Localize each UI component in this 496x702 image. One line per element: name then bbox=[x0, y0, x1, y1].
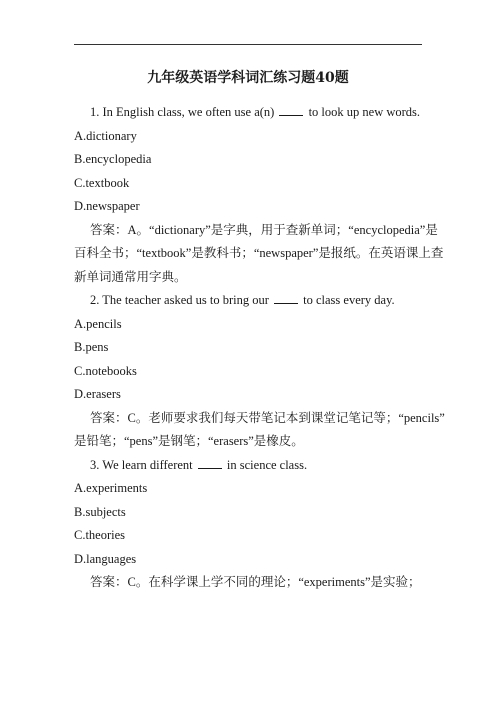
question-text-after: to class every day. bbox=[303, 293, 395, 307]
option-c: C.notebooks bbox=[74, 363, 137, 378]
option-c: C.textbook bbox=[74, 175, 130, 190]
answer-explanation: 答案：A。“dictionary”是字典，用于查新单词；“encyclopedia”是 bbox=[90, 222, 438, 237]
answer-explanation: 是铅笔；“pens”是钢笔；“erasers”是橡皮。 bbox=[74, 434, 304, 448]
answer-blank bbox=[198, 458, 222, 469]
option-b: B.encyclopedia bbox=[74, 152, 152, 166]
option-a: A.experiments bbox=[74, 481, 148, 495]
answer-blank bbox=[279, 105, 303, 116]
answer-explanation: 百科全书；“textbook”是教科书；“newspaper”是报纸。在英语课上查 bbox=[74, 246, 444, 260]
document-title: 九年级英语学科词汇练习题40题 bbox=[147, 70, 349, 86]
answer-explanation: 答案：C。老师要求我们每天带笔记本到课堂记笔记等；“pencils” bbox=[90, 410, 445, 425]
question-stem bbox=[74, 101, 422, 125]
option-d: D.erasers bbox=[74, 387, 121, 401]
document-body bbox=[74, 101, 445, 595]
option-a: A.pencils bbox=[74, 316, 122, 331]
question-text-after: to look up new words. bbox=[308, 105, 421, 119]
option-b: B.subjects bbox=[74, 504, 126, 519]
option-d: D.newspaper bbox=[74, 199, 140, 213]
answer-explanation: 答案：C。在科学课上学不同的理论；“experiments”是实验； bbox=[90, 575, 421, 589]
header-rule bbox=[74, 44, 422, 45]
answer-blank bbox=[274, 293, 298, 304]
question-text-before: 1. In English class, we often use a(n) bbox=[90, 105, 275, 119]
answer-explanation: 新单词通常用字典。 bbox=[74, 269, 187, 284]
question-stem bbox=[74, 454, 422, 478]
question-text-after: in science class. bbox=[226, 457, 308, 472]
question-text-before: 3. We learn different bbox=[90, 457, 193, 472]
option-b: B.pens bbox=[74, 340, 109, 354]
option-a: A.dictionary bbox=[74, 128, 137, 143]
option-d: D.languages bbox=[74, 551, 137, 566]
question-text-before: 2. The teacher asked us to bring our bbox=[90, 293, 269, 307]
option-c: C.theories bbox=[74, 528, 126, 542]
question-stem bbox=[74, 289, 422, 313]
